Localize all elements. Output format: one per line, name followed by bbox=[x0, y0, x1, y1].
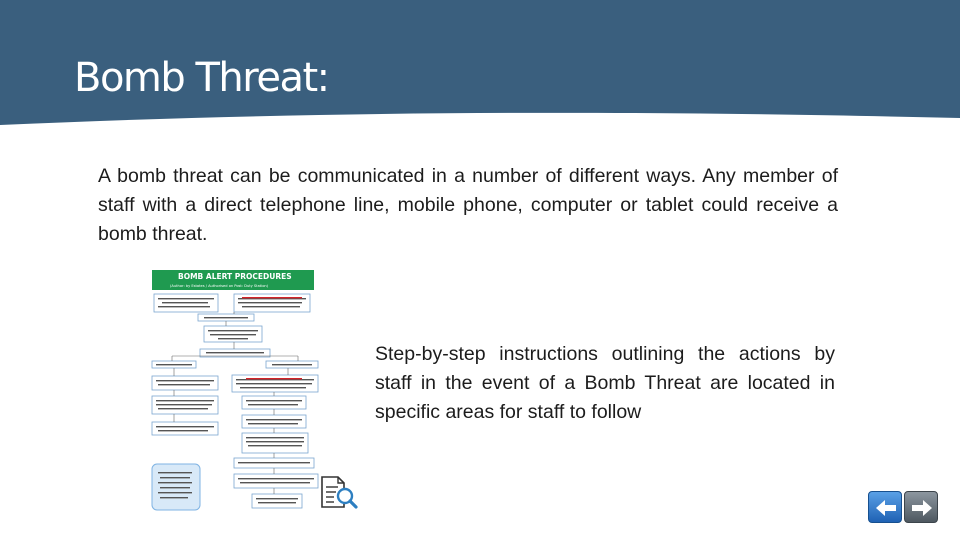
flowchart-image bbox=[148, 268, 328, 512]
document-search-icon bbox=[318, 474, 360, 510]
slide-title: Bomb Threat: bbox=[74, 55, 329, 101]
flowchart-heading: BOMB ALERT PROCEDURES bbox=[178, 272, 292, 281]
intro-paragraph: A bomb threat can be communicated in a number of different ways. Any member of staff with a direct telephone line, mobile phone, computer or tablet could receive a bomb threat. bbox=[98, 165, 838, 245]
steps-paragraph: Step-by-step instructions outlining the actions by staff in the event of a Bomb Threat are located in specific areas for staff to follow bbox=[375, 343, 835, 423]
flowchart-subheading: (Author: by Estates / Authorised on Post: Duty Station) bbox=[170, 284, 269, 288]
back-button[interactable] bbox=[868, 491, 902, 523]
next-button[interactable] bbox=[904, 491, 938, 523]
arrow-left-icon bbox=[872, 494, 900, 522]
arrow-right-icon bbox=[908, 494, 936, 522]
